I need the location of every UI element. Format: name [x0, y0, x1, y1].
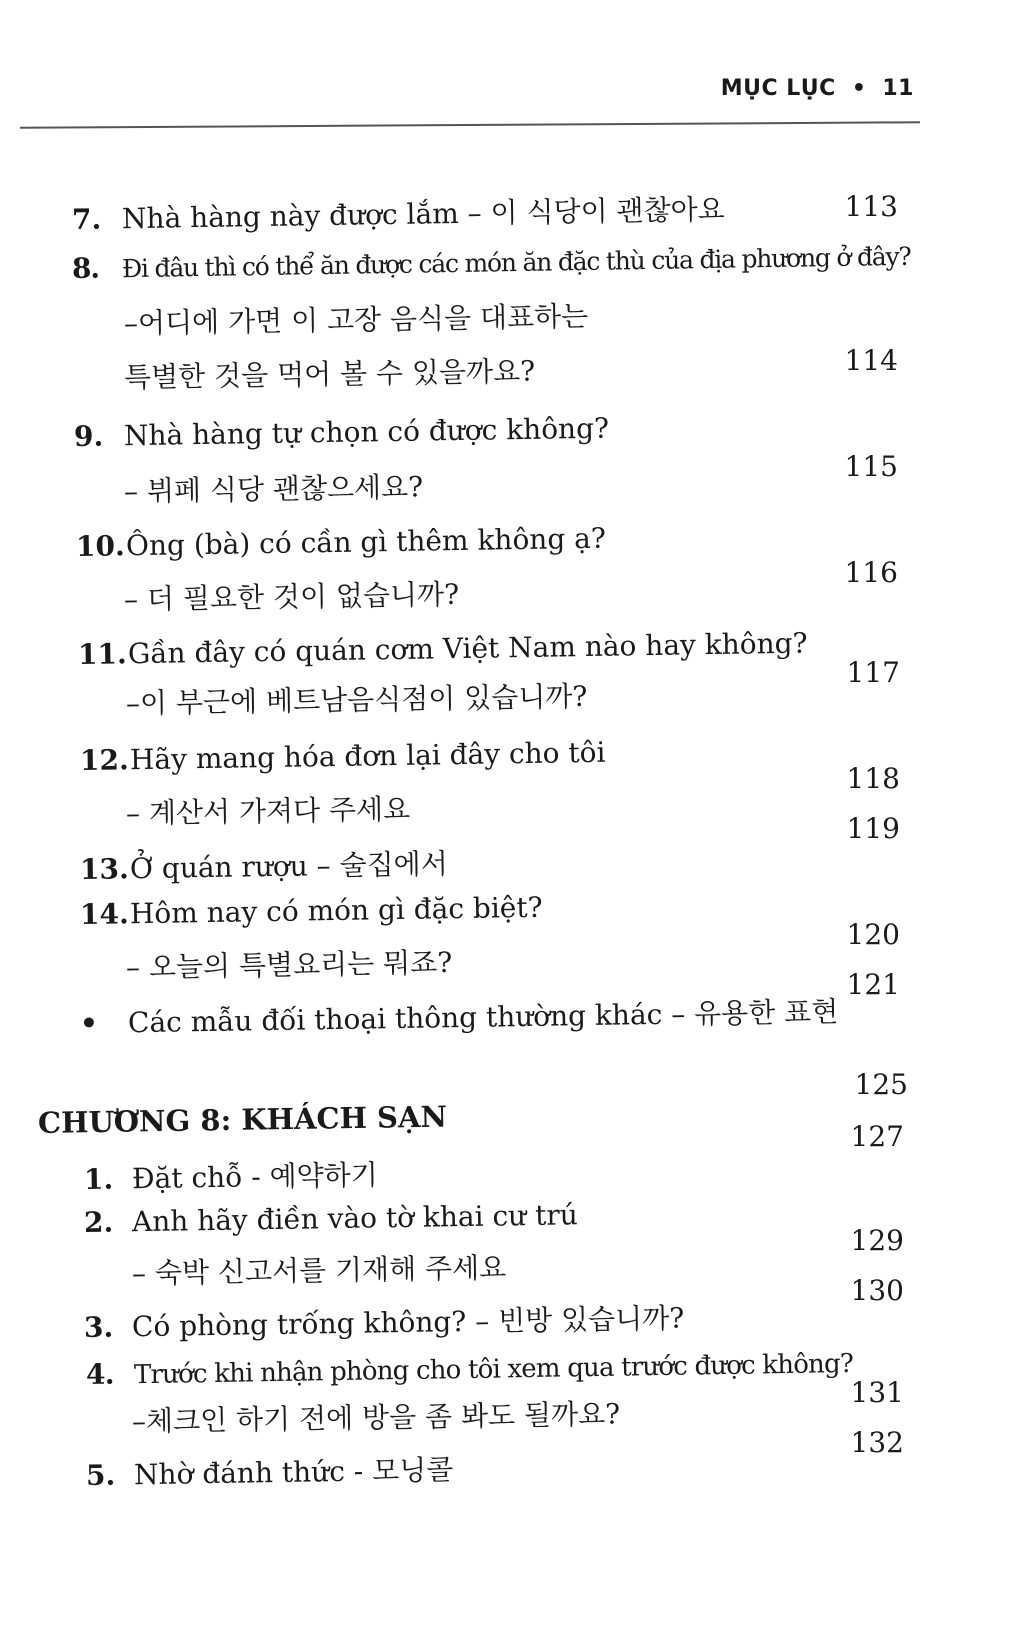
entry-korean-line: – 숙박 신고서를 기재해 주세요	[131, 1251, 507, 1290]
entry-korean-line: –어디에 가면 이 고장 음식을 대표하는	[123, 299, 589, 340]
chapter-page-number: 125	[854, 1068, 908, 1101]
entry-number: 3.	[83, 1310, 114, 1344]
entry-page-number: 127	[850, 1120, 904, 1153]
header-page-number: 11	[882, 76, 914, 101]
entry-korean-line: –이 부근에 베트남음식점이 있습니까?	[125, 679, 588, 720]
entry-korean-line: – 계산서 가져다 주세요	[125, 792, 411, 830]
entry-number: 11.	[77, 637, 127, 671]
toc-entry-ch8-2	[84, 1198, 578, 1239]
toc-entry-10	[76, 522, 606, 563]
entry-number: 2.	[83, 1205, 114, 1239]
entry-number: 14.	[79, 897, 129, 931]
entry-title: Anh hãy điền vào tờ khai cư trú	[131, 1198, 578, 1239]
entry-korean-line: – 오늘의 특별요리는 뭐죠?	[125, 945, 453, 984]
entry-page-number: 120	[846, 918, 900, 951]
entry-page-number: 116	[844, 556, 898, 589]
toc-entry-9	[74, 412, 610, 453]
entry-number: 9.	[73, 419, 104, 453]
entry-title: Có phòng trống không? – 빈방 있습니까?	[131, 1301, 685, 1344]
entry-number: 10.	[75, 529, 125, 563]
entry-number: 7.	[71, 202, 102, 236]
entry-page-number: 113	[844, 190, 898, 223]
entry-korean-line: – 뷔페 식당 괜찮으세요?	[123, 470, 424, 508]
entry-page-number: 119	[846, 812, 900, 845]
entry-title: Nhà hàng này được lắm – 이 식당이 괜찮아요	[121, 192, 725, 236]
entry-number: 8.	[71, 251, 100, 285]
entry-title: Gần đây có quán cơm Việt Nam nào hay không?	[127, 626, 808, 671]
entry-title: Đặt chỗ - 예약하기	[131, 1158, 378, 1196]
entry-page-number: 130	[850, 1274, 904, 1307]
entry-title: Ở quán rượu – 술집에서	[129, 847, 448, 886]
toc-entry-ch8-5	[86, 1448, 454, 1494]
chapter-heading: CHƯƠNG 8: KHÁCH SẠN	[37, 1099, 448, 1140]
entry-title: Ông (bà) có cần gì thêm không ạ?	[125, 521, 607, 563]
toc-entry-11	[78, 627, 808, 671]
toc-entry-7	[72, 188, 725, 238]
toc-entry-13	[80, 842, 448, 888]
header-rule	[20, 121, 920, 128]
entry-number: 1.	[83, 1162, 114, 1196]
entry-page-number: 131	[850, 1376, 904, 1409]
entry-page-number: 121	[846, 968, 900, 1001]
entry-page-number: 132	[850, 1426, 904, 1459]
entry-page-number: 118	[846, 762, 900, 795]
entry-title: Hãy mang hóa đơn lại đây cho tôi	[129, 735, 606, 777]
toc-entry-other-dialogues	[80, 990, 839, 1042]
entry-page-number: 129	[850, 1224, 904, 1257]
toc-entry-ch8-4	[86, 1346, 853, 1391]
entry-title: Đi đâu thì có thể ăn được các món ăn đặc thù của địa phương ở đây?	[121, 241, 911, 284]
entry-title: Nhà hàng tự chọn có được không?	[123, 411, 610, 453]
entry-page-number: 114	[844, 344, 898, 377]
toc-entry-12	[80, 736, 606, 777]
entry-number: 12.	[79, 743, 129, 777]
toc-entry-ch8-3	[84, 1297, 685, 1346]
bullet: •	[79, 1006, 99, 1040]
header-separator: •	[851, 76, 867, 101]
toc-entry-14	[80, 891, 543, 931]
entry-page-number: 117	[846, 656, 900, 689]
toc-entry-8	[72, 239, 911, 285]
entry-title: Trước khi nhận phòng cho tôi xem qua trước được không?	[133, 1348, 854, 1391]
entry-korean-line: 특별한 것을 먹어 볼 수 있을까요?	[123, 354, 536, 394]
entry-title: Các mẫu đối thoại thông thường khác – 유용한 표현	[127, 995, 839, 1040]
entry-number: 5.	[85, 1458, 116, 1492]
entry-title: Nhờ đánh thức - 모닝콜	[133, 1453, 454, 1492]
entry-title: Hôm nay có món gì đặc biệt?	[129, 890, 543, 931]
entry-number: 4.	[85, 1357, 114, 1391]
entry-korean-line: – 더 필요한 것이 없습니까?	[123, 577, 460, 616]
header-section-title: MỤC LỤC	[720, 76, 836, 101]
entry-korean-line: –체크인 하기 전에 방을 좀 봐도 될까요?	[131, 1397, 621, 1438]
running-header	[721, 76, 914, 101]
entry-number: 13.	[79, 852, 129, 886]
entry-page-number: 115	[844, 450, 898, 483]
toc-entry-ch8-1	[84, 1153, 378, 1198]
